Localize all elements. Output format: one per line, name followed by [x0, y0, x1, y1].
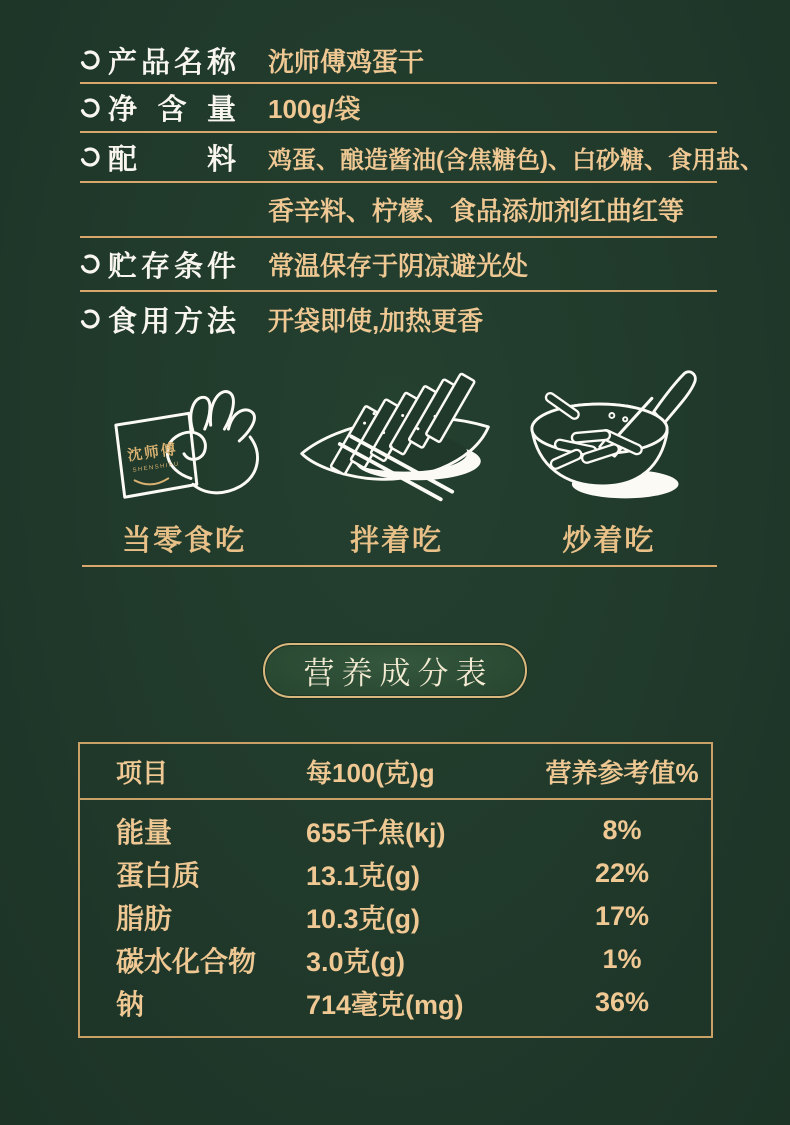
serving-item-mixed: [290, 356, 502, 559]
nutrition-header-item: 项目: [116, 757, 169, 788]
crescent-bullet-icon: [80, 98, 100, 118]
nutrient-nrv: 22%: [594, 858, 650, 888]
product-info-list: [80, 38, 764, 346]
plate-chopsticks-illustration: [296, 356, 496, 514]
info-row-net-content: [80, 84, 717, 133]
info-row-storage: [80, 238, 717, 292]
nutrient-amount: 655千焦(kj): [306, 818, 446, 848]
package-brand-text: 沈师傅: [126, 441, 179, 465]
package-brand-subtext: SHENSHIFU: [132, 461, 181, 474]
nutrient-nrv: 17%: [594, 901, 650, 931]
nutrition-row-protein: [80, 852, 711, 895]
crescent-bullet-icon: [80, 309, 100, 329]
nutrient-name: 碳水化合物: [116, 945, 257, 977]
info-label: 净含量: [108, 94, 236, 126]
crescent-bullet-icon: [80, 50, 100, 70]
nutrient-amount: 10.3克(g): [306, 904, 421, 934]
info-row-usage: [80, 292, 717, 346]
serving-item-snack: [78, 356, 290, 559]
info-label: 食用方法: [108, 305, 236, 338]
nutrition-header-row: [80, 744, 711, 800]
nutrient-nrv: 36%: [594, 987, 650, 1017]
section-divider: [82, 565, 717, 567]
info-value: 香辛料、柠檬、食品添加剂红曲红等: [268, 196, 685, 226]
nutrient-name: 钠: [116, 988, 145, 1020]
info-value: 鸡蛋、酿造酱油(含焦糖色)、白砂糖、食用盐、: [268, 146, 764, 174]
serving-item-stirfry: [503, 356, 715, 559]
info-row-ingredients-line2: [80, 183, 717, 238]
serving-caption: 拌着吃: [349, 525, 443, 557]
crescent-bullet-icon: [80, 147, 100, 167]
nutrition-header-nrv: 营养参考值%: [545, 757, 699, 788]
snack-hand-illustration: [91, 356, 277, 514]
nutrition-row-carbohydrate: [80, 938, 711, 981]
nutrient-name: 脂肪: [116, 902, 173, 934]
info-value: 开袋即使,加热更香: [268, 305, 484, 336]
nutrient-amount: 714毫克(mg): [306, 990, 464, 1020]
info-value: 沈师傅鸡蛋干: [268, 46, 425, 77]
nutrition-title: 营养成分表: [303, 656, 494, 691]
crescent-bullet-icon: [80, 254, 100, 274]
info-row-product-name: [80, 38, 717, 84]
info-label: 产品名称: [108, 46, 236, 79]
nutrient-name: 能量: [116, 816, 173, 848]
nutrition-row-sodium: [80, 981, 711, 1024]
nutrition-table: [78, 742, 713, 1038]
info-row-ingredients-line1: [80, 133, 764, 183]
info-value: 100g/袋: [268, 94, 361, 124]
nutrient-amount: 3.0克(g): [306, 947, 406, 977]
nutrient-amount: 13.1克(g): [306, 861, 421, 891]
nutrient-nrv: 1%: [602, 944, 642, 974]
info-value: 常温保存于阴凉避光处: [268, 250, 529, 281]
nutrition-row-energy: [80, 809, 711, 852]
nutrition-title-badge: [263, 643, 527, 698]
serving-caption: 当零食吃: [122, 525, 247, 557]
nutrition-row-fat: [80, 895, 711, 938]
info-label: 配料: [108, 143, 236, 176]
serving-caption: 炒着吃: [562, 525, 656, 557]
serving-suggestions: [78, 356, 715, 559]
nutrition-table-body: [80, 800, 711, 1024]
info-label: 贮存条件: [108, 250, 236, 283]
wok-stirfry-illustration: [509, 356, 709, 514]
nutrient-name: 蛋白质: [116, 859, 201, 891]
nutrient-nrv: 8%: [602, 815, 642, 845]
nutrition-header-amount: 每100(克)g: [306, 757, 435, 788]
